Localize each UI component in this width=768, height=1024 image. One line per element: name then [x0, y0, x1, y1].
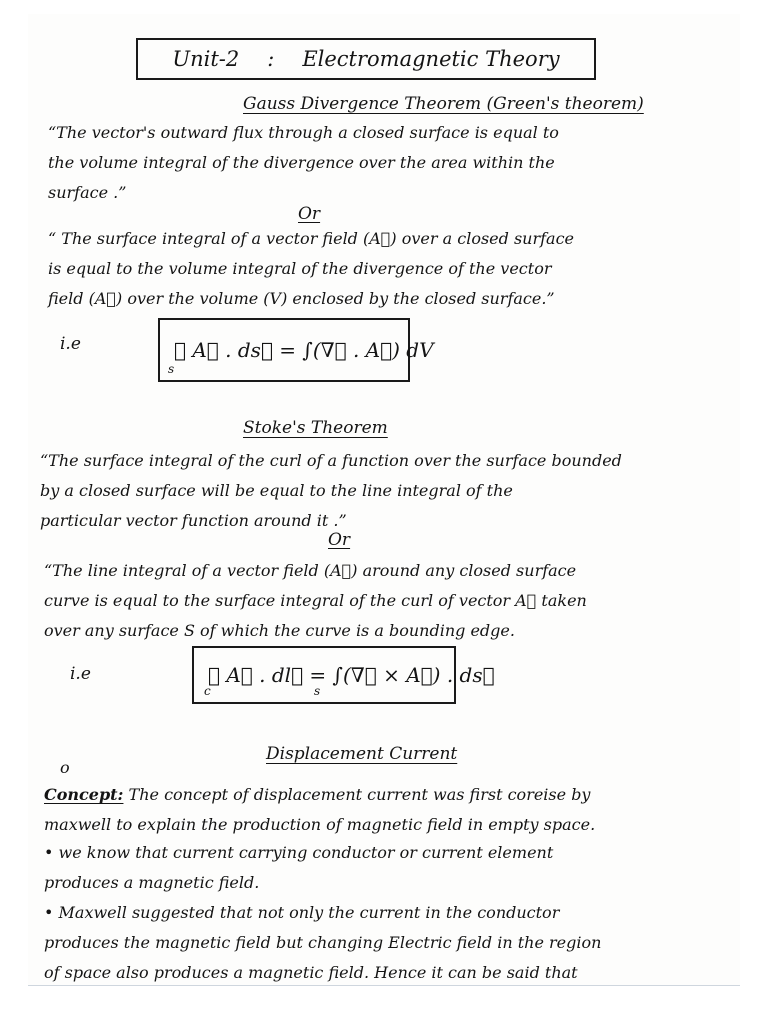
text-line: over any surface S of which the curve is a bounding edge.: [44, 621, 515, 640]
section-marker: o: [60, 758, 70, 777]
concept-label: Concept:: [44, 785, 124, 804]
gauss-statement-1: [48, 118, 559, 208]
gauss-equation-box: [158, 318, 434, 382]
text-line: produces the magnetic field but changing Electric field in the region: [44, 933, 602, 952]
bullet-2: [44, 898, 601, 988]
text-line: “The surface integral of the curl of a function over the surface bounded: [40, 451, 622, 470]
concept-paragraph: [44, 780, 595, 840]
concept-text-line: The concept of displacement current was first coreise by: [128, 785, 591, 804]
unit-label: Unit-2: [172, 47, 240, 71]
text-line: • Maxwell suggested that not only the current in the conductor: [44, 903, 560, 922]
gauss-or: Or: [298, 204, 321, 224]
gauss-heading: Gauss Divergence Theorem (Green's theorem): [243, 94, 644, 114]
stokes-or: Or: [328, 530, 351, 550]
text-line: produces a magnetic field.: [44, 873, 260, 892]
text-line: field (A⃗) over the volume (V) enclosed by the closed surface.”: [48, 289, 555, 308]
stokes-statement-1: [40, 446, 622, 536]
gauss-equation: ∮ A⃗ . ds⃗ = ∫(∇⃗ . A⃗) dV: [174, 338, 434, 362]
text-line: is equal to the volume integral of the divergence of the vector: [48, 259, 552, 278]
text-line: particular vector function around it .”: [40, 511, 347, 530]
gauss-ie-label: i.e: [60, 334, 81, 354]
text-line: surface .”: [48, 183, 127, 202]
stokes-equation-box: [192, 646, 495, 704]
stokes-statement-2: [44, 556, 587, 646]
title-box: [136, 38, 596, 80]
stokes-subscript-s: s: [314, 684, 321, 698]
bullet-1: [44, 838, 553, 898]
stokes-heading: Stoke's Theorem: [243, 418, 388, 438]
gauss-subscript: s: [168, 362, 175, 376]
text-line: [44, 780, 595, 810]
text-line: by a closed surface will be equal to the line integral of the: [40, 481, 513, 500]
stokes-subscript-c: c: [204, 684, 211, 698]
title-colon: :: [267, 47, 275, 71]
text-line: curve is equal to the surface integral of the curl of vector A⃗ taken: [44, 591, 587, 610]
subject-title: Electromagnetic Theory: [302, 47, 560, 71]
text-line: of space also produces a magnetic field. Hence it can be said that: [44, 963, 578, 982]
gauss-statement-2: [48, 224, 574, 314]
stokes-ie-label: i.e: [70, 664, 91, 684]
stokes-equation: ∮ A⃗ . dl⃗ = ∫(∇⃗ × A⃗) . ds⃗: [208, 663, 495, 687]
text-line: “The vector's outward flux through a closed surface is equal to: [48, 123, 559, 142]
text-line: maxwell to explain the production of magnetic field in empty space.: [44, 815, 596, 834]
displacement-heading: Displacement Current: [266, 744, 458, 764]
text-line: the volume integral of the divergence over the area within the: [48, 153, 555, 172]
text-line: • we know that current carrying conductor or current element: [44, 843, 554, 862]
text-line: “ The surface integral of a vector field (A⃗) over a closed surface: [48, 229, 575, 248]
text-line: “The line integral of a vector field (A⃗) around any closed surface: [44, 561, 577, 580]
